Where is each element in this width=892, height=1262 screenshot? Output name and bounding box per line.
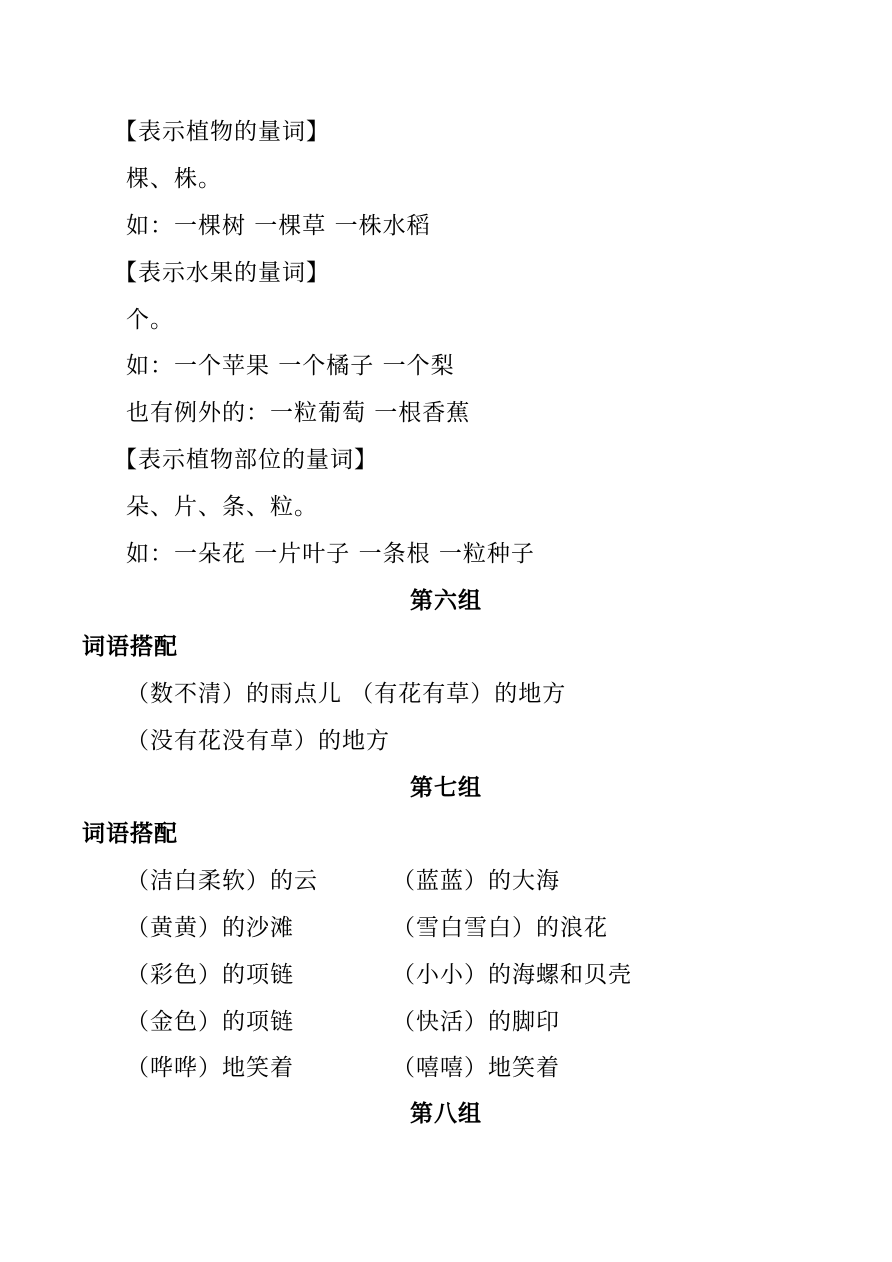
collocation-left: （金色）的项链 [126,1009,294,1035]
group6-collocation-line-1: （数不清）的雨点儿 （有花有草）的地方 [126,681,567,707]
group8-heading: 第八组 [410,1101,482,1127]
collocation-right: （雪白雪白）的浪花 [392,915,608,941]
fruit-measure-exception: 也有例外的：一粒葡萄 一根香蕉 [126,400,471,426]
fruit-measure-words: 个。 [126,307,174,333]
collocation-left: （洁白柔软）的云 [126,868,318,894]
group7-label: 词语搭配 [82,821,178,847]
group6-collocation-line-2: （没有花没有草）的地方 [126,728,390,754]
plant-part-measure-title: 【表示植物部位的量词】 [114,447,378,473]
collocation-right: （小小）的海螺和贝壳 [392,962,632,988]
collocation-right: （嘻嘻）地笑着 [392,1055,560,1081]
collocation-right: （快活）的脚印 [392,1009,560,1035]
fruit-measure-title: 【表示水果的量词】 [114,260,330,286]
fruit-measure-example: 如：一个苹果 一个橘子 一个梨 [126,353,455,379]
group6-heading: 第六组 [410,588,482,614]
plant-part-measure-words: 朵、片、条、粒。 [126,494,318,520]
collocation-left: （黄黄）的沙滩 [126,915,294,941]
plant-part-measure-example: 如：一朵花 一片叶子 一条根 一粒种子 [126,541,535,567]
collocation-left: （哗哗）地笑着 [126,1055,294,1081]
group6-label: 词语搭配 [82,634,178,660]
collocation-right: （蓝蓝）的大海 [392,868,560,894]
plant-measure-title: 【表示植物的量词】 [114,119,330,145]
plant-measure-words: 棵、株。 [126,166,222,192]
group7-heading: 第七组 [410,775,482,801]
collocation-left: （彩色）的项链 [126,962,294,988]
plant-measure-example: 如：一棵树 一棵草 一株水稻 [126,213,431,239]
